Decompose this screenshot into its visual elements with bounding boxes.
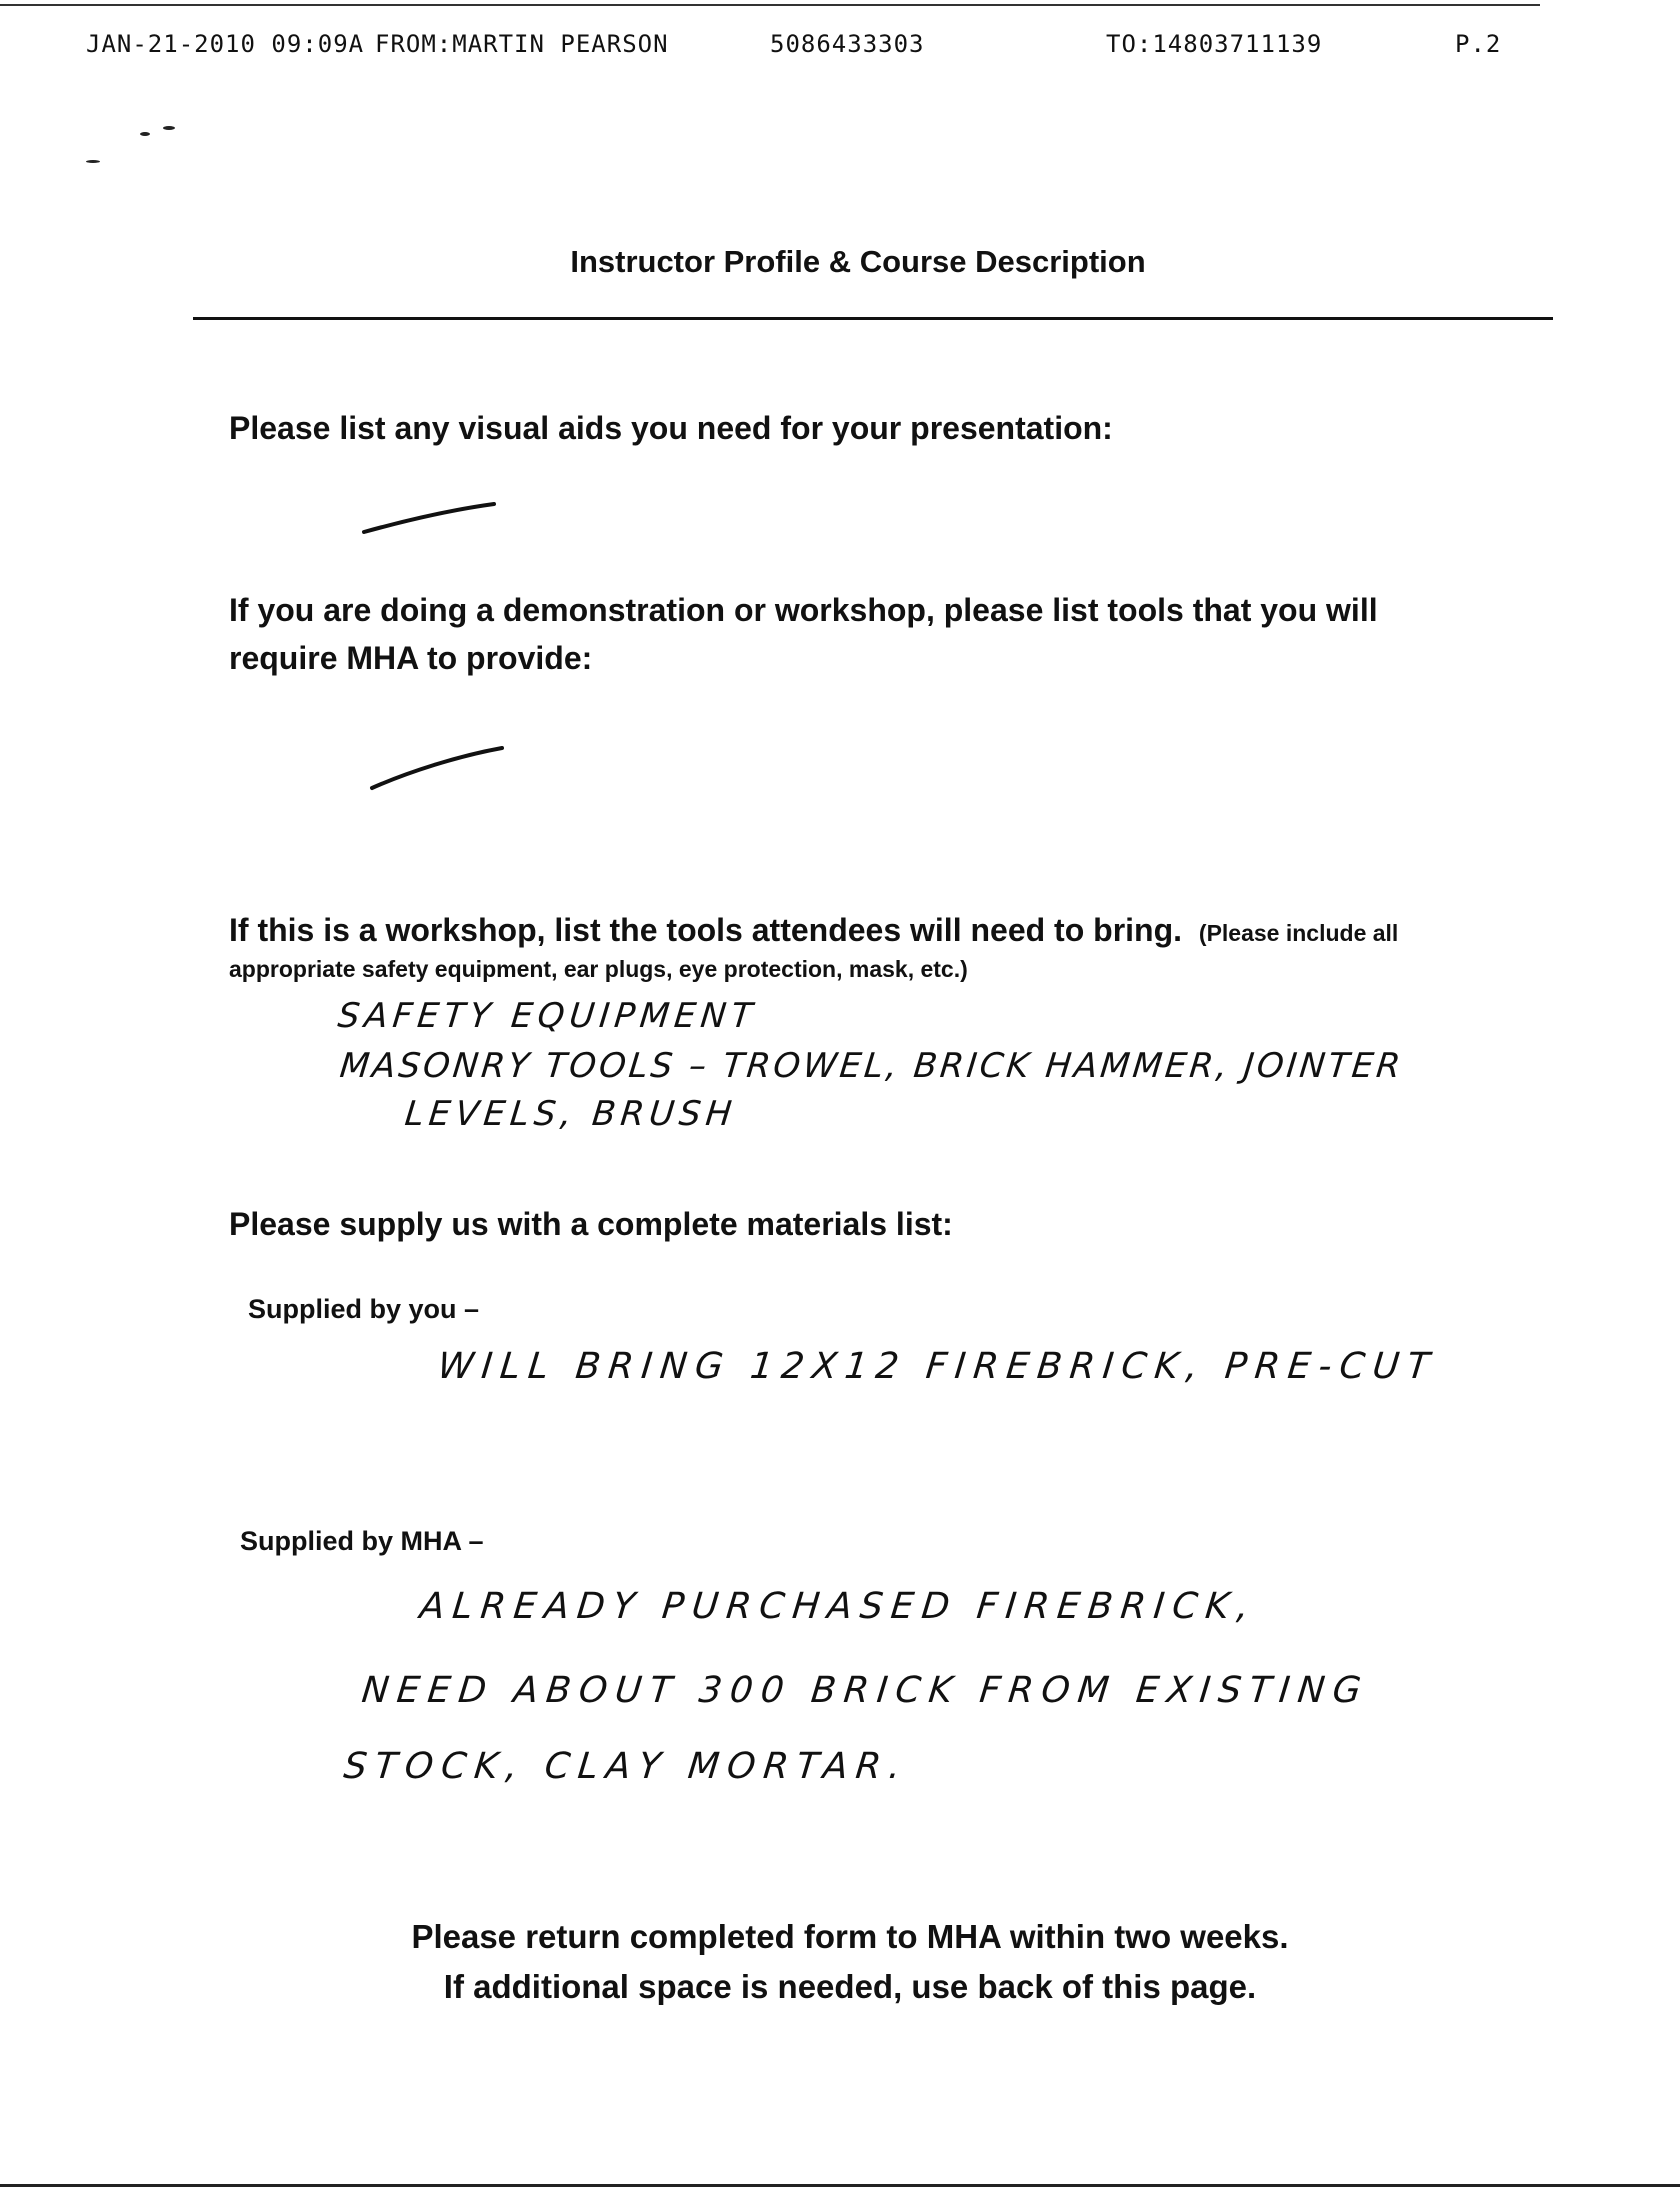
- workshop-tools-answer-line2: MASONRY TOOLS – TROWEL, BRICK HAMMER, JOINTER: [337, 1046, 1406, 1086]
- scan-speck: [140, 132, 150, 136]
- form-title: Instructor Profile & Course Description: [570, 244, 1146, 279]
- title-underline: [193, 317, 1553, 320]
- visual-aids-question: Please list any visual aids you need for your presentation:: [229, 410, 1113, 446]
- workshop-tools-answer-line3: LEVELS, BRUSH: [402, 1094, 739, 1134]
- demo-tools-question-line1: If you are doing a demonstration or workshop, please list tools that you will: [229, 592, 1378, 628]
- fax-to: TO:14803711139: [1106, 30, 1323, 58]
- workshop-tools-question: [229, 906, 1398, 957]
- fax-page-number: P.2: [1455, 30, 1502, 58]
- supplied-by-you-label: Supplied by you –: [248, 1294, 480, 1324]
- top-border-line: [0, 4, 1540, 6]
- footer-line2: If additional space is needed, use back of this page.: [443, 1968, 1257, 2005]
- fax-phone: 5086433303: [770, 30, 925, 58]
- fax-datetime: JAN-21-2010 09:09A: [86, 30, 365, 58]
- scan-speck: [86, 160, 100, 163]
- workshop-tools-note-line2: appropriate safety equipment, ear plugs, eye protection, mask, etc.): [229, 956, 968, 982]
- supplied-by-mha-label: Supplied by MHA –: [240, 1526, 484, 1556]
- supplied-by-you-answer: WILL BRING 12X12 FIREBRICK, PRE-CUT: [435, 1346, 1440, 1387]
- supplied-by-mha-answer-line2: NEED ABOUT 300 BRICK FROM EXISTING: [359, 1670, 1371, 1711]
- workshop-tools-question-text: If this is a workshop, list the tools attendees will need to bring.: [229, 912, 1183, 948]
- supplied-by-mha-answer-line3: STOCK, CLAY MORTAR.: [341, 1746, 911, 1787]
- materials-question: Please supply us with a complete materials list:: [229, 1206, 953, 1242]
- footer-line1: Please return completed form to MHA within two weeks.: [411, 1918, 1289, 1955]
- visual-aids-answer-dash: [360, 498, 500, 538]
- fax-from: FROM:MARTIN PEARSON: [375, 30, 669, 58]
- bottom-border-line: [0, 2184, 1680, 2187]
- demo-tools-question-line2: require MHA to provide:: [229, 640, 593, 676]
- workshop-tools-answer-line1: SAFETY EQUIPMENT: [335, 996, 760, 1036]
- supplied-by-mha-answer-line1: ALREADY PURCHASED FIREBRICK,: [417, 1586, 1259, 1627]
- demo-tools-answer-dash: [368, 744, 508, 794]
- scan-speck: [163, 126, 175, 130]
- workshop-tools-note-open: (Please include all: [1198, 920, 1399, 946]
